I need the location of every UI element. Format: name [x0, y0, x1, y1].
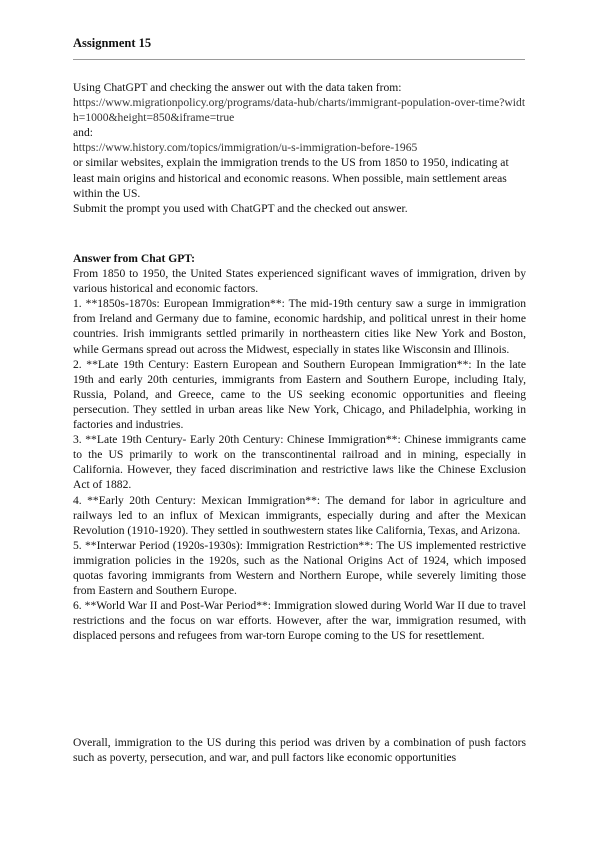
migrationpolicy-link[interactable]: https://www.migrationpolicy.org/programs/data-hub/charts/immigrant-population-over-time?width=1000&height=850&iframe=true: [73, 96, 526, 125]
answer-item: 3. **Late 19th Century- Early 20th Century: Chinese Immigration**: Chinese immigrants came to the US primarily to work on the transcontinental railroad and in mining, especially in California. However, they faced discrimination and restrictive laws like the Chinese Exclusion Act of 1882.: [73, 433, 526, 492]
and-text: and:: [73, 126, 93, 140]
intro-line: Using ChatGPT and checking the answer out with the data taken from:: [73, 81, 402, 94]
answer-item: 1. **1850s-1870s: European Immigration**: The mid-19th century saw a surge in immigration from Ireland and Germany due to famine, economic hardship, and political unrest in their home countries. Irish immigrants settled primarily in northeastern cities like New York and Boston, while Germans spread out across the Midwest, especially in states like Wisconsin and Illinois.: [73, 297, 526, 356]
intro-section: [73, 80, 526, 216]
submit-instruction: Submit the prompt you used with ChatGPT and the checked out answer.: [73, 201, 408, 215]
answer-item: 2. **Late 19th Century: Eastern European and Southern European Immigration**: In the late 19th and early 20th centuries, immigrants from Eastern and Southern Europe, including Italy, Russia, Poland, and Greece, came to the US seeking economic opportunities and fleeing persecution. They settled in urban areas like New York, Chicago, and Philadelphia, working in factories and industries.: [73, 357, 526, 432]
answer-section: [73, 251, 526, 643]
answer-item: 6. **World War II and Post-War Period**: Immigration slowed during World War II due to travel restrictions and the focus on war efforts. However, after the war, immigration resumed, with displaced persons and refugees from war-torn Europe coming to the US for resettlement.: [73, 599, 526, 643]
answer-heading: Answer from Chat GPT:: [73, 252, 196, 265]
title-divider: [73, 59, 525, 60]
answer-lead: From 1850 to 1950, the United States experienced significant waves of immigration, driven by various historical and economic factors.: [73, 267, 526, 296]
history-link[interactable]: https://www.history.com/topics/immigration/u-s-immigration-before-1965: [73, 141, 418, 155]
page-title: Assignment 15: [73, 36, 152, 50]
conclusion-paragraph: Overall, immigration to the US during this period was driven by a combination of push factors such as poverty, persecution, and war, and pull factors like economic opportunities: [73, 736, 526, 765]
intro-body: or similar websites, explain the immigration trends to the US from 1850 to 1950, indicating at least main origins and historical and economic reasons. When possible, main settlement areas within the US.: [73, 156, 509, 200]
answer-item: 5. **Interwar Period (1920s-1930s): Immigration Restriction**: The US implemented restrictive immigration policies in the 1920s, such as the National Origins Act of 1924, which imposed quotas favoring immigrants from Western and Northern Europe, while severely limiting those from Eastern and Southern Europe.: [73, 538, 526, 598]
answer-item: 4. **Early 20th Century: Mexican Immigration**: The demand for labor in agriculture and railways led to an influx of Mexican immigrants, especially during and after the Mexican Revolution (1910-1920). They settled in southwestern states like California, Texas, and Arizona.: [73, 493, 526, 537]
